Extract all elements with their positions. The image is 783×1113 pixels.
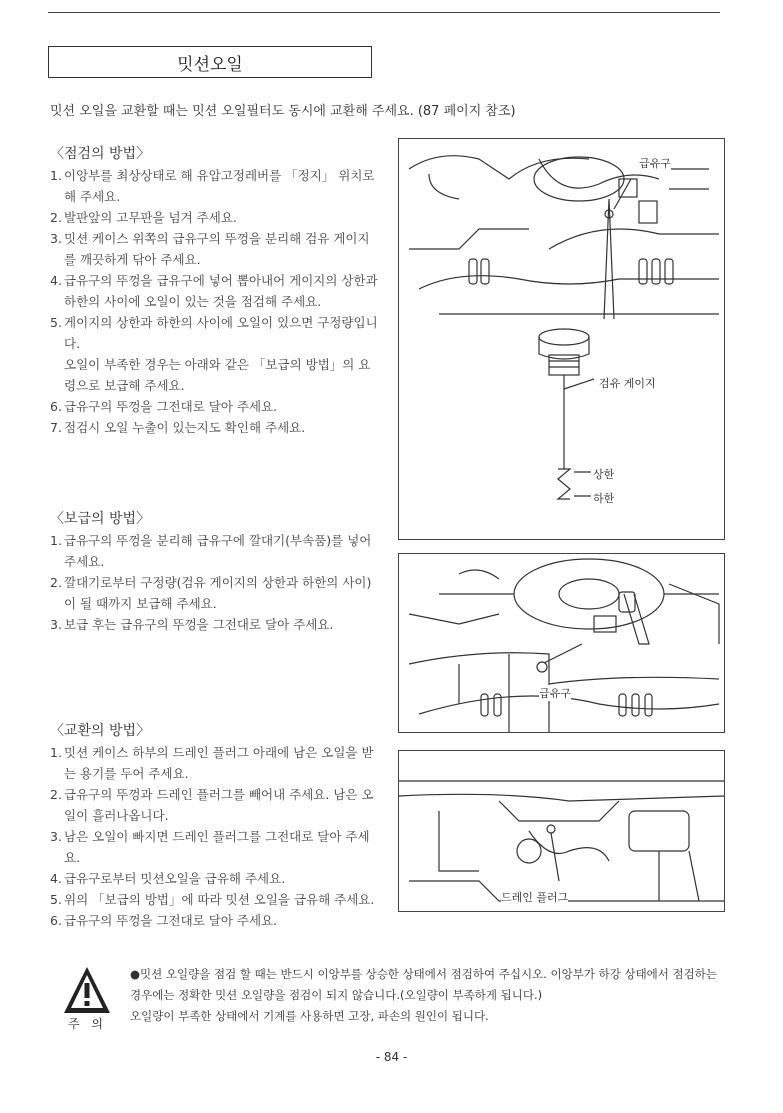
drain-plug-label: 드레인 플러그 — [501, 891, 569, 904]
list-item: 2. 발판앞의 고무판을 넘겨 주세요. — [50, 210, 237, 225]
list-item: 3. 밋션 케이스 위쪽의 급유구의 뚜껑을 분리해 검유 게이지를 깨끗하게 닦아 주세요. — [50, 231, 370, 267]
list-item: 3. 남은 오일이 빠지면 드레인 플러그를 그전대로 달아 주세요. — [50, 829, 370, 865]
figure-filler-port — [398, 553, 725, 733]
list-item: 1. 이앙부를 최상상태로 해 유압고정레버를 「정지」 위치로 해 주세요. — [50, 168, 375, 204]
page-title — [48, 46, 372, 78]
caution-line-2: 오일량이 부족한 상태에서 기계를 사용하면 고장, 파손의 원인이 됩니다. — [130, 1009, 489, 1023]
list-item: 7. 점검시 오일 누출이 있는지도 확인해 주세요. — [50, 420, 306, 435]
list-item: 1. 급유구의 뚜껑을 분리해 급유구에 깔대기(부속품)를 넣어 주세요. — [50, 533, 372, 569]
supply-steps — [50, 530, 380, 635]
inspection-heading: 〈점검의 방법〉 — [50, 146, 151, 162]
inspection-note: 오일이 부족한 경우는 아래와 같은 「보급의 방법」의 요령으로 보급해 주세요. — [64, 357, 371, 393]
list-item: 3. 보급 후는 급유구의 뚜껑을 그전대로 달아 주세요. — [50, 617, 334, 632]
list-item: 2. 깔대기로부터 구정량(검유 게이지의 상한과 하한의 사이)이 될 때까지 보급해 주세요. — [50, 575, 372, 611]
top-rule — [48, 12, 720, 13]
inspection-steps — [50, 165, 380, 438]
list-item: 4. 급유구로부터 밋션오일을 급유해 주세요. — [50, 871, 286, 886]
supply-heading: 〈보급의 방법〉 — [50, 511, 151, 527]
page-title-text: 밋션오일 — [177, 54, 243, 75]
lower-limit-label: 하한 — [593, 492, 615, 505]
figure-drain-plug — [398, 750, 725, 912]
list-item: 6. 급유구의 뚜껑을 그전대로 달아 주세요. — [50, 399, 278, 414]
filler-port-label: 급유구 — [639, 157, 671, 170]
list-item: 5. 게이지의 상한과 하한의 사이에 오일이 있으면 구정량입니다. — [50, 315, 378, 351]
exchange-steps — [50, 742, 380, 931]
list-item: 6. 급유구의 뚜껑을 그전대로 달아 주세요. — [50, 913, 278, 928]
caution-label: 주 의 — [68, 1017, 107, 1031]
caution-line-1: ●밋션 오일량을 점검 할 때는 반드시 이앙부를 상승한 상태에서 점검하여 주십시오. 이앙부가 하강 상태에서 점검하는 경우에는 정확한 밋션 오일량을 점검이 되지 않습니다.(오일량이 부족하게 됩니다.) — [130, 967, 717, 1002]
dipstick-label: 검유 게이지 — [599, 377, 656, 390]
dipstick-illustration — [399, 139, 724, 539]
list-item: 4. 급유구의 뚜껑을 급유구에 넣어 뽑아내어 게이지의 상한과 하한의 사이에 오일이 있는 것을 점검해 주세요. — [50, 273, 378, 309]
filler-port-label-2: 급유구 — [539, 687, 571, 700]
caution-text — [130, 964, 730, 1027]
drain-plug-illustration — [399, 751, 724, 911]
exchange-heading: 〈교환의 방법〉 — [50, 723, 151, 739]
figure-dipstick — [398, 138, 725, 540]
intro-text: 밋션 오일을 교환할 때는 밋션 오일필터도 동시에 교환해 주세요. (87 페이지 참조) — [50, 104, 516, 119]
upper-limit-label: 상한 — [593, 468, 615, 481]
page-number: - 84 - — [375, 1050, 408, 1064]
list-item: 2. 급유구의 뚜껑과 드레인 플러그를 빼어내 주세요. 남은 오일이 흘러나옵니다. — [50, 787, 374, 823]
filler-port-illustration — [399, 554, 724, 732]
list-item: 5. 위의 「보급의 방법」에 따라 밋션 오일을 급유해 주세요. — [50, 892, 375, 907]
list-item: 1. 밋션 케이스 하부의 드레인 플러그 아래에 남은 오일을 받는 용기를 두어 주세요. — [50, 745, 374, 781]
